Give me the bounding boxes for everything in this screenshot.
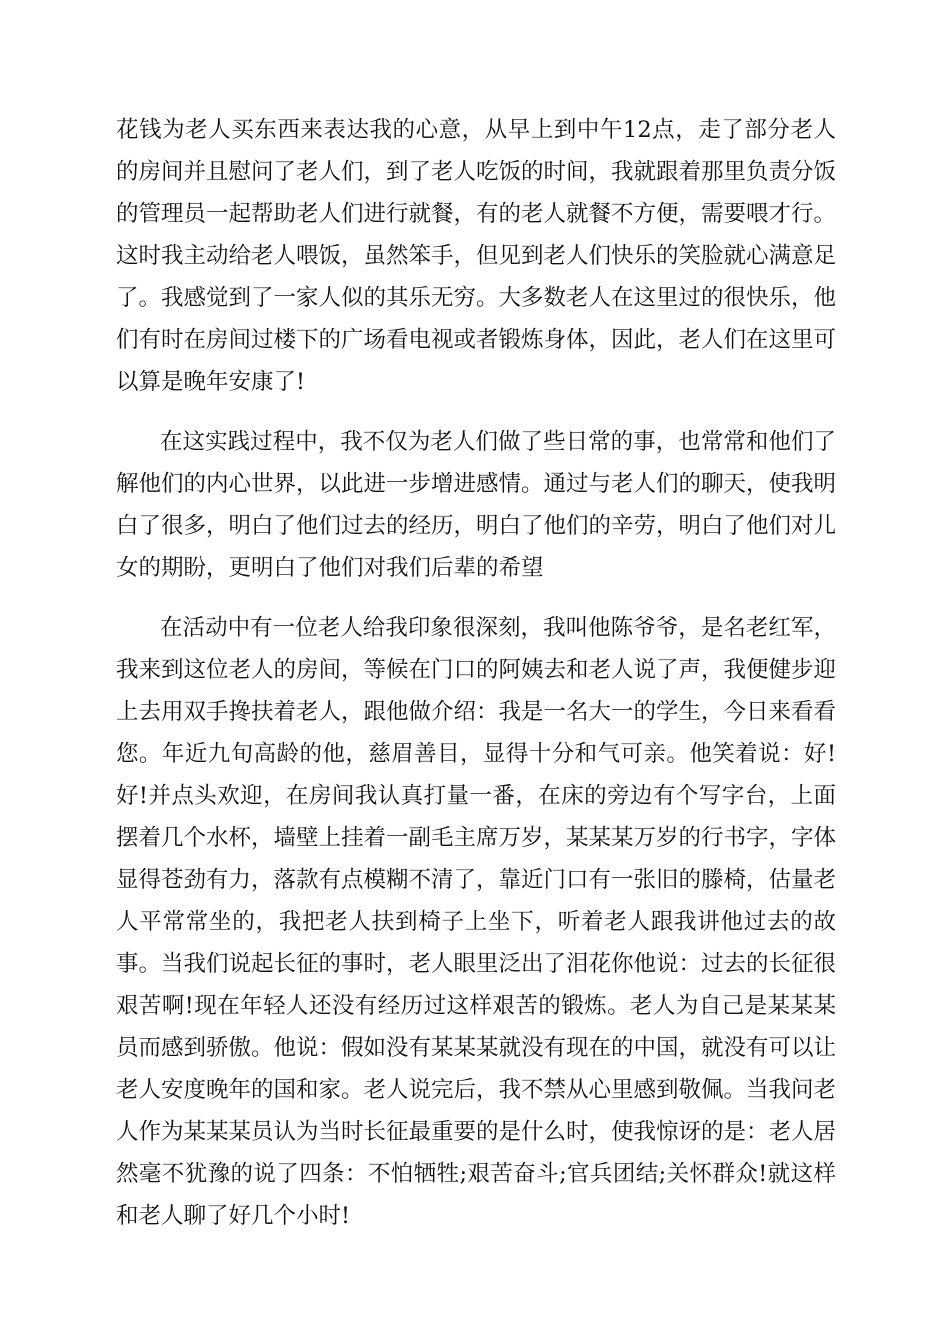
paragraph-3-line-2: 我来到这位老人的房间，等候在门口的阿姨去和老人说了声，我便健步迎 — [116, 657, 836, 683]
paragraph-2-line-3: 白了很多，明白了他们过去的经历，明白了他们的辛劳，明白了他们对儿 — [116, 513, 836, 539]
paragraph-1-line-6: 们有时在房间过楼下的广场看电视或者锻炼身体，因此，老人们在这里可 — [116, 327, 836, 353]
paragraph-3-line-6: 摆着几个水杯，墙壁上挂着一副毛主席万岁，某某某万岁的行书字，字体 — [116, 825, 836, 851]
paragraph-2-line-4: 女的期盼，更明白了他们对我们后辈的希望 — [116, 555, 544, 581]
paragraph-1-line-3: 的管理员一起帮助老人们进行就餐，有的老人就餐不方便，需要喂才行。 — [116, 201, 836, 227]
paragraph-3-line-14: 然毫不犹豫的说了四条：不怕牺牲;艰苦奋斗;官兵团结;关怀群众!就这样 — [116, 1161, 836, 1187]
paragraph-1-line-4: 这时我主动给老人喂饭，虽然笨手，但见到老人们快乐的笑脸就心满意足 — [116, 243, 836, 269]
paragraph-3-line-3: 上去用双手搀扶着老人，跟他做介绍：我是一名大一的学生，今日来看看 — [116, 699, 836, 725]
paragraph-3-line-7: 显得苍劲有力，落款有点模糊不清了，靠近门口有一张旧的滕椅，估量老 — [116, 867, 836, 893]
paragraph-2-line-1: 在这实践过程中，我不仅为老人们做了些日常的事，也常常和他们了 — [160, 429, 836, 455]
paragraph-3-line-1: 在活动中有一位老人给我印象很深刻，我叫他陈爷爷，是名老红军， — [160, 615, 836, 641]
paragraph-2-line-2: 解他们的内心世界，以此进一步增进感情。通过与老人们的聊天，使我明 — [116, 471, 836, 497]
paragraph-3-line-8: 人平常常坐的，我把老人扶到椅子上坐下，听着老人跟我讲他过去的故 — [116, 909, 836, 935]
paragraph-1-line-5: 了。我感觉到了一家人似的其乐无穷。大多数老人在这里过的很快乐，他 — [116, 285, 836, 311]
paragraph-3-line-15: 和老人聊了好几个小时! — [116, 1203, 351, 1229]
paragraph-3-line-5: 好!并点头欢迎，在房间我认真打量一番，在床的旁边有个写字台，上面 — [116, 783, 836, 809]
paragraph-3-line-12: 老人安度晚年的国和家。老人说完后，我不禁从心里感到敬佩。当我问老 — [116, 1077, 836, 1103]
paragraph-3-line-13: 人作为某某某员认为当时长征最重要的是什么时，使我惊讶的是：老人居 — [116, 1119, 836, 1145]
paragraph-3-line-10: 艰苦啊!现在年轻人还没有经历过这样艰苦的锻炼。老人为自己是某某某 — [116, 993, 836, 1019]
paragraph-3-line-9: 事。当我们说起长征的事时，老人眼里泛出了泪花你他说：过去的长征很 — [116, 951, 836, 977]
paragraph-1-line-1: 花钱为老人买东西来表达我的心意，从早上到中午12点，走了部分老人 — [116, 117, 836, 143]
paragraph-3-line-4: 您。年近九旬高龄的他，慈眉善目，显得十分和气可亲。他笑着说：好! — [116, 741, 836, 767]
paragraph-1-line-2: 的房间并且慰问了老人们，到了老人吃饭的时间，我就跟着那里负责分饭 — [116, 159, 836, 185]
paragraph-1-line-7: 以算是晚年安康了! — [116, 369, 306, 395]
paragraph-3-line-11: 员而感到骄傲。他说：假如没有某某某就没有现在的中国，就没有可以让 — [116, 1035, 836, 1061]
